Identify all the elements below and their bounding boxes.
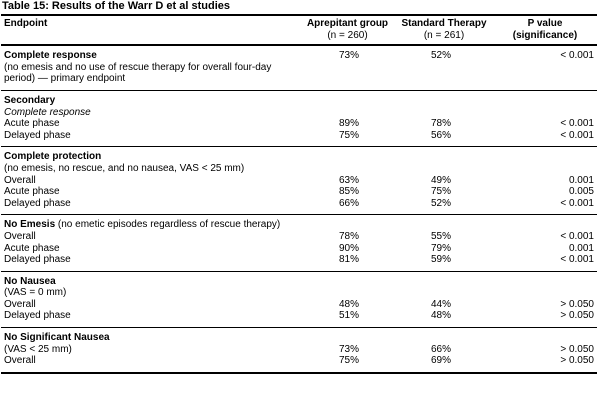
p-value: 0.005 <box>568 186 594 198</box>
p-value <box>493 147 597 163</box>
endpoint-label <box>1 215 300 231</box>
p-value <box>493 107 597 119</box>
standard-value <box>395 215 493 231</box>
endpoint-label <box>1 310 300 327</box>
endpoint-label <box>1 231 300 243</box>
standard-value <box>395 287 493 299</box>
header-standard <box>395 15 493 45</box>
endpoint-label-text: Complete protection <box>4 151 102 163</box>
p-value <box>493 90 597 106</box>
endpoint-label <box>1 186 300 198</box>
p-value: > 0.050 <box>560 298 594 310</box>
aprepitant-value <box>300 215 395 231</box>
endpoint-label-text: (no emesis and no use of rescue therapy for overall four-day period) — primary endpoint <box>4 61 272 85</box>
aprepitant-value: 78% <box>339 230 360 242</box>
endpoint-label <box>1 90 300 106</box>
p-value: < 0.001 <box>560 50 594 62</box>
header-aprepitant <box>300 15 395 45</box>
endpoint-label-text: Overall <box>4 230 36 242</box>
aprepitant-value: 89% <box>339 118 360 130</box>
results-table <box>1 14 597 374</box>
endpoint-label <box>1 175 300 187</box>
standard-value: 75% <box>431 186 452 198</box>
table-row <box>1 328 597 344</box>
endpoint-label <box>1 147 300 163</box>
standard-value <box>395 271 493 287</box>
header-endpoint: Endpoint <box>1 15 300 45</box>
standard-value <box>395 163 493 175</box>
endpoint-label <box>1 130 300 147</box>
endpoint-label-text: (VAS = 0 mm) <box>4 287 67 299</box>
table-row <box>1 287 597 299</box>
endpoint-label-text: Complete response <box>4 106 91 118</box>
endpoint-label-text: (VAS < 25 mm) <box>4 343 72 355</box>
standard-value: 69% <box>431 355 452 367</box>
table-row <box>1 310 597 327</box>
endpoint-label <box>1 328 300 344</box>
aprepitant-value <box>300 287 395 299</box>
endpoint-label <box>1 163 300 175</box>
table-row <box>1 107 597 119</box>
table-title: Table 15: Results of the Warr D et al studies <box>2 0 230 12</box>
endpoint-label-suffix: (no emetic episodes regardless of rescue therapy) <box>55 219 281 231</box>
table-row <box>1 355 597 373</box>
aprepitant-value: 48% <box>339 298 360 310</box>
endpoint-label-text: Delayed phase <box>4 254 71 266</box>
standard-value: 66% <box>431 343 452 355</box>
endpoint-label-text: Acute phase <box>4 118 60 130</box>
table-row <box>1 243 597 255</box>
endpoint-label-text: Overall <box>4 298 36 310</box>
table-row <box>1 231 597 243</box>
standard-value: 79% <box>431 242 452 254</box>
p-value: < 0.001 <box>560 230 594 242</box>
table-row <box>1 62 597 91</box>
p-value: > 0.050 <box>560 343 594 355</box>
standard-value: 56% <box>431 129 452 141</box>
p-value <box>493 163 597 175</box>
endpoint-group <box>1 215 597 271</box>
endpoint-label-text: Acute phase <box>4 186 60 198</box>
endpoint-label-text: Delayed phase <box>4 129 71 141</box>
endpoint-label <box>1 254 300 271</box>
standard-value <box>395 90 493 106</box>
aprepitant-value: 81% <box>339 254 360 266</box>
endpoint-label-text: Acute phase <box>4 242 60 254</box>
table-row <box>1 198 597 215</box>
table-row <box>1 118 597 130</box>
endpoint-group <box>1 90 597 146</box>
standard-value: 52% <box>431 50 452 62</box>
endpoint-label <box>1 271 300 287</box>
table-row <box>1 299 597 311</box>
table-row <box>1 344 597 356</box>
standard-value: 78% <box>431 118 452 130</box>
standard-value: 52% <box>431 197 452 209</box>
aprepitant-value: 85% <box>339 186 360 198</box>
endpoint-label-text: Overall <box>4 174 36 186</box>
p-value: < 0.001 <box>560 254 594 266</box>
standard-value: 59% <box>431 254 452 266</box>
table-row <box>1 163 597 175</box>
header-pvalue-sub: (significance) <box>512 29 578 41</box>
standard-value: 55% <box>431 230 452 242</box>
standard-value <box>395 107 493 119</box>
endpoint-group <box>1 328 597 373</box>
endpoint-label <box>1 299 300 311</box>
table-header <box>1 15 597 45</box>
aprepitant-value: 90% <box>339 242 360 254</box>
aprepitant-value: 73% <box>339 50 360 62</box>
endpoint-label-text: Delayed phase <box>4 197 71 209</box>
endpoint-label <box>1 243 300 255</box>
header-aprepitant-n: (n = 260) <box>327 29 368 41</box>
table-row <box>1 45 597 62</box>
endpoint-label-text: No Significant Nausea <box>4 332 110 344</box>
table-row <box>1 147 597 163</box>
aprepitant-value <box>300 328 395 344</box>
table-row <box>1 271 597 287</box>
endpoint-label <box>1 45 300 62</box>
aprepitant-value <box>300 163 395 175</box>
p-value: < 0.001 <box>560 197 594 209</box>
endpoint-group <box>1 45 597 90</box>
aprepitant-value: 51% <box>339 310 360 322</box>
endpoint-label-text: (no emesis, no rescue, and no nausea, VAS < 25 mm) <box>4 162 245 174</box>
standard-value <box>395 62 493 91</box>
endpoint-label <box>1 287 300 299</box>
endpoint-label-text: Delayed phase <box>4 310 71 322</box>
endpoint-label-text: No Nausea <box>4 275 56 287</box>
aprepitant-value <box>300 107 395 119</box>
header-pvalue <box>493 15 597 45</box>
endpoint-group <box>1 271 597 327</box>
table-row <box>1 254 597 271</box>
endpoint-label-text: No Emesis <box>4 219 56 231</box>
p-value: 0.001 <box>568 174 594 186</box>
table-row <box>1 90 597 106</box>
endpoint-label <box>1 355 300 373</box>
endpoint-label-text: Complete response <box>4 50 97 62</box>
p-value <box>493 287 597 299</box>
standard-value <box>395 328 493 344</box>
endpoint-label <box>1 62 300 91</box>
standard-value <box>395 147 493 163</box>
aprepitant-value: 75% <box>339 355 360 367</box>
aprepitant-value <box>300 147 395 163</box>
aprepitant-value: 75% <box>339 129 360 141</box>
standard-value: 49% <box>431 174 452 186</box>
aprepitant-value: 66% <box>339 197 360 209</box>
p-value <box>493 62 597 91</box>
endpoint-label <box>1 118 300 130</box>
table-row <box>1 186 597 198</box>
endpoint-label-text: Overall <box>4 355 36 367</box>
p-value: < 0.001 <box>560 129 594 141</box>
endpoint-label-text: Secondary <box>4 94 56 106</box>
table-row <box>1 175 597 187</box>
p-value <box>493 271 597 287</box>
p-value: 0.001 <box>568 242 594 254</box>
standard-value: 48% <box>431 310 452 322</box>
header-pvalue-label: P value <box>527 18 563 29</box>
aprepitant-value <box>300 271 395 287</box>
endpoint-label <box>1 344 300 356</box>
standard-value: 44% <box>431 298 452 310</box>
table-row <box>1 130 597 147</box>
p-value <box>493 328 597 344</box>
endpoint-group <box>1 147 597 215</box>
endpoint-label <box>1 198 300 215</box>
header-standard-n: (n = 261) <box>423 29 465 41</box>
aprepitant-value: 63% <box>339 174 360 186</box>
header-aprepitant-label: Aprepitant group <box>306 18 389 29</box>
p-value <box>493 215 597 231</box>
p-value: < 0.001 <box>560 118 594 130</box>
endpoint-label <box>1 107 300 119</box>
aprepitant-value: 73% <box>339 343 360 355</box>
header-standard-label: Standard Therapy <box>401 18 487 29</box>
aprepitant-value <box>300 90 395 106</box>
aprepitant-value <box>300 62 395 91</box>
p-value: > 0.050 <box>560 355 594 367</box>
table-row <box>1 215 597 231</box>
p-value: > 0.050 <box>560 310 594 322</box>
